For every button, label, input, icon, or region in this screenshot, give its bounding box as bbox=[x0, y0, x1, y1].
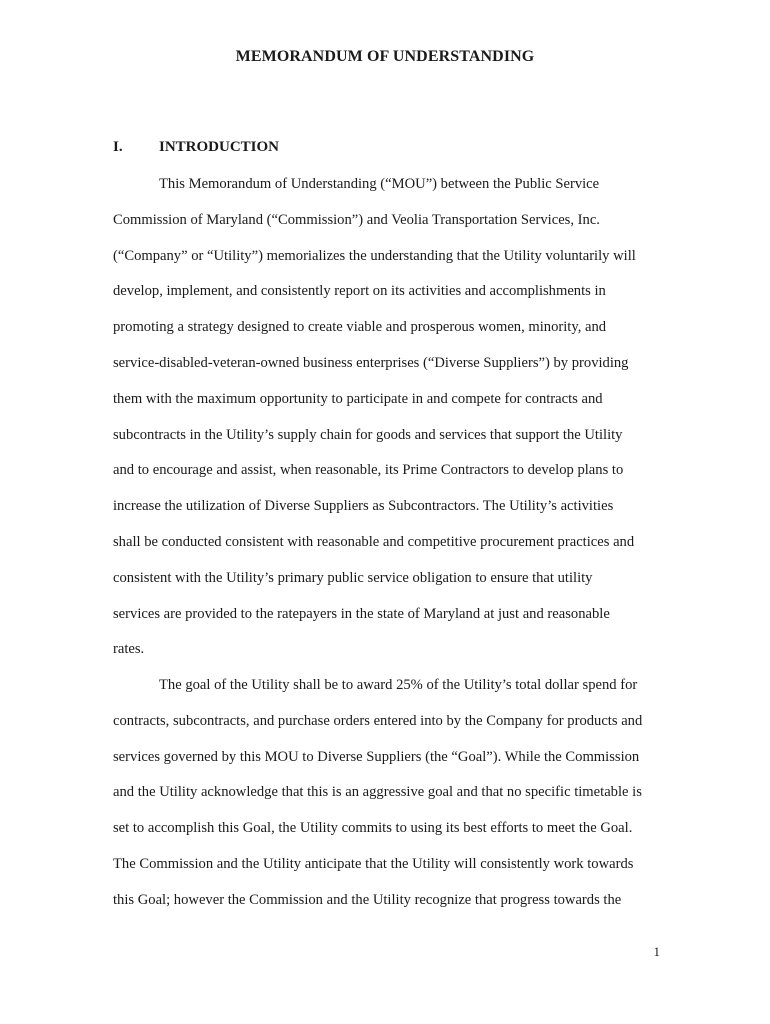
text-line: services governed by this MOU to Diverse Suppliers (the “Goal”). While the Commission bbox=[113, 748, 640, 765]
text-line: them with the maximum opportunity to participate in and compete for contracts and bbox=[113, 390, 603, 407]
text-line: services are provided to the ratepayers in the state of Maryland at just and reasonable bbox=[113, 605, 610, 622]
text-line: contracts, subcontracts, and purchase orders entered into by the Company for products and bbox=[113, 712, 643, 729]
text-line: This Memorandum of Understanding (“MOU”) between the Public Service bbox=[159, 176, 600, 192]
text-line: service-disabled-veteran-owned business enterprises (“Diverse Suppliers”) by providing bbox=[113, 354, 629, 371]
text-line: promoting a strategy designed to create viable and prosperous women, minority, and bbox=[113, 319, 607, 336]
document-title: MEMORANDUM OF UNDERSTANDING bbox=[235, 48, 535, 65]
page-number: 1 bbox=[653, 944, 660, 959]
text-line: rates. bbox=[113, 641, 145, 658]
paragraph-goal bbox=[113, 668, 673, 919]
text-line: The goal of the Utility shall be to award 25% of the Utility’s total dollar spend for bbox=[159, 677, 638, 693]
text-line: The Commission and the Utility anticipate that the Utility will consistently work towards bbox=[113, 855, 634, 872]
text-line: this Goal; however the Commission and the Utility recognize that progress towards the bbox=[113, 891, 622, 908]
text-line: Commission of Maryland (“Commission”) and Veolia Transportation Services, Inc. bbox=[113, 211, 600, 228]
text-line: shall be conducted consistent with reasonable and competitive procurement practices and bbox=[113, 533, 635, 550]
text-line: increase the utilization of Diverse Suppliers as Subcontractors. The Utility’s activities bbox=[113, 498, 614, 515]
text-line: and to encourage and assist, when reasonable, its Prime Contractors to develop plans to bbox=[113, 462, 624, 479]
text-line: set to accomplish this Goal, the Utility commits to using its best efforts to meet the Goal. bbox=[113, 820, 633, 837]
text-line: subcontracts in the Utility’s supply chain for goods and services that support the Utility bbox=[113, 426, 623, 443]
text-line: and the Utility acknowledge that this is an aggressive goal and that no specific timetable is bbox=[113, 784, 642, 801]
section-number: I. bbox=[113, 139, 123, 155]
text-line: develop, implement, and consistently report on its activities and accomplishments in bbox=[113, 283, 606, 300]
text-line: consistent with the Utility’s primary public service obligation to ensure that utility bbox=[113, 569, 593, 586]
section-title: INTRODUCTION bbox=[159, 139, 280, 155]
text-line: (“Company” or “Utility”) memorializes the understanding that the Utility voluntarily will bbox=[113, 247, 636, 264]
paragraph-introduction bbox=[113, 167, 673, 668]
section-heading bbox=[113, 139, 279, 156]
